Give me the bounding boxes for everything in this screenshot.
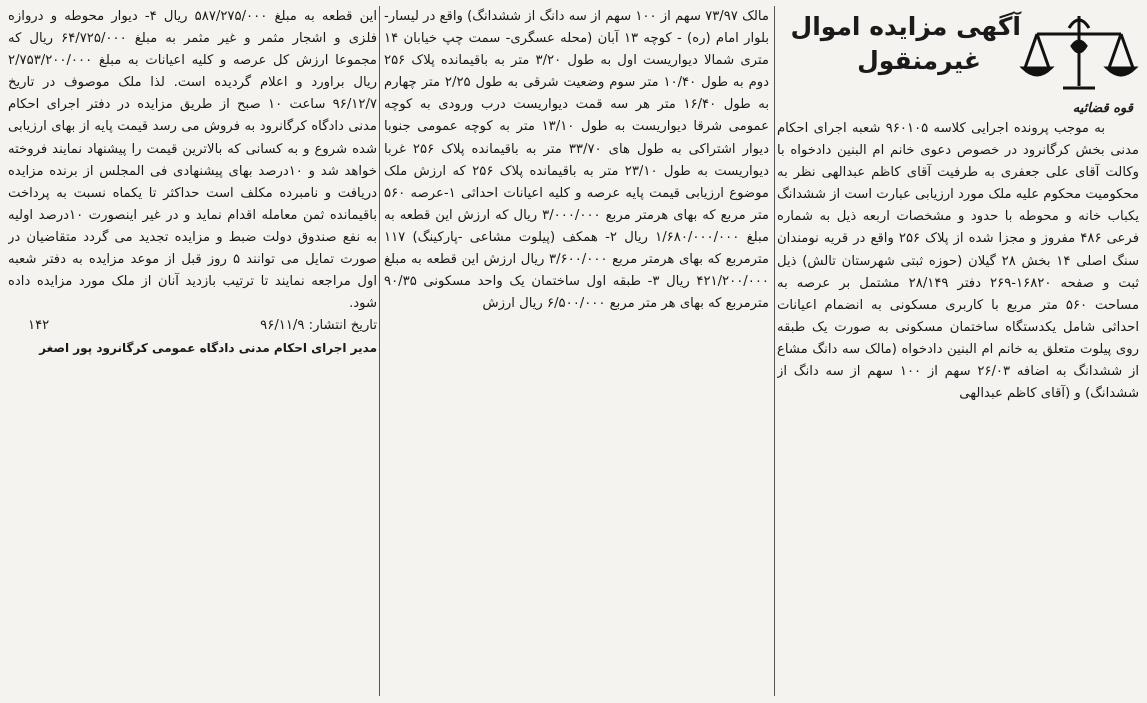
issuer-signature: مدیر اجرای احکام مدنی دادگاه عمومی کرگانرود پور اصغر — [39, 341, 377, 356]
publish-date: تاریخ انتشار: ۹۶/۱۱/۹ — [260, 318, 377, 334]
column-right — [777, 6, 1139, 696]
publish-line — [8, 315, 377, 337]
judiciary-signature: قوه قضائیه — [1072, 101, 1133, 116]
column-divider — [379, 6, 380, 696]
title-line-1: آگهی مزایده اموال — [790, 12, 1021, 41]
notice-code: ۱۴۲ — [28, 318, 50, 334]
notice-paragraph-middle: مالک ۷۳/۹۷ سهم از ۱۰۰ سهم از سه دانگ از ششدانگ) واقع در لیسار- بلوار امام (ره) - کوچه ۱۳ آبان (محله عسگری- سمت چپ خیابان ۱۴ متری شمالا دیواریست اول به طول ۳/۲۰ متر به باقیمانده پلاک ۲۵۶ دوم به طول ۱۰/۴۰ متر سوم وضعیت شرقی به طول ۲/۲۵ متر چهارم به طول ۱۶/۴۰ متر هر سه قمت دیواریست درب ورودی به کوچه عمومی شرقا دیواریست به طول ۱۳/۱۰ متر به کوچه عمومی جنوبا دیوار اشتراکی به طول های ۳۳/۷۰ متر به باقیمانده پلاک ۲۵۶ غربا دیواریست به طول ۲۳/۱۰ متر به باقیمانده پلاک ۲۵۶ که ارزش ملک موضوع ارزیابی قیمت پایه عرصه و کلیه اعیانات احداثی ۱-عرصه ۵۶۰ متر مربع که بهای هرمتر مربع ۳/۰۰۰/۰۰۰ ریال که ارزش این قطعه به مبلغ ۱/۶۸۰/۰۰۰/۰۰۰ ریال ۲- همکف (پیلوت مشاعی -پارکینگ) ۱۱۷ مترمربع که بهای هرمتر مربع ۳/۶۰۰/۰۰۰ ریال ارزش این قطعه به مبلغ ۴۲۱/۲۰۰/۰۰۰ ریال ۳- طبقه اول ساختمان یک واحد مسکونی ۹۰/۳۵ مترمربع که بهای هر متر مربع ۶/۵۰۰/۰۰۰ ریال ارزش — [384, 9, 769, 312]
column-left — [8, 6, 377, 696]
column-divider — [774, 6, 775, 696]
notice-header — [777, 6, 1139, 124]
column-middle — [384, 6, 769, 696]
title-line-2: غیرمنقول — [857, 46, 981, 75]
notice-paragraph-left: این قطعه به مبلغ ۵۸۷/۲۷۵/۰۰۰ ریال ۴- دیوار محوطه و دروازه فلزی و اشجار مثمر و غیر مثمر به مبلغ ۶۴/۷۲۵/۰۰۰ ریال که مجموعا ارزش کل عرصه و کلیه اعیانات به مبلغ ۲/۷۵۳/۲۰۰/۰۰۰ ریال براورد و اعلام گردیده است. لذا ملک موصوف در تاریخ ۹۶/۱۲/۷ ساعت ۱۰ صبح از طریق مزایده در دفتر اجرای احکام مدنی دادگاه کرگانرود به فروش می رسد قیمت پایه از بهای ارزیابی شده شروع و به کسانی که بالاترین قیمت را پیشنهاد نمایند فروخته خواهد شد و ۱۰درصد بهای پیشنهادی فی المجلس از برنده مزایده دریافت و نامبرده مکلف است حداکثر تا یکماه نسبت به پرداخت باقیمانده ثمن معامله اقدام نماید و در غیر اینصورت ۱۰درصد اولیه به نفع صندوق دولت ضبط و مزایده تجدید می گردد متقاضیان در صورت تمایل می توانند ۵ روز قبل از موعد مزایده به دفتر شعبه اول مراجعه نمایند تا ترتیب بازدید آنان از ملک مورد مزایده داده شود. — [8, 9, 377, 312]
scales-of-justice-icon — [1019, 6, 1139, 102]
notice-paragraph-right: به موجب پرونده اجرایی کلاسه ۹۶۰۱۰۵ شعبه اجرای احکام مدنی بخش کرگانرود در خصوص دعوی خانم ام البنین دادخواه با وکالت آقای علی جعفری به طرفیت آقای کاظم عبدالهی نظر به محکومیت محکوم علیه ملک مورد ارزیابی عبارت است از ششدانگ یکباب خانه و محوطه با حدود و مشخصات اربعه ذیل به شماره فرعی ۴۸۶ مفروز و مجزا شده از پلاک ۲۵۶ واقع در قریه نومندان سنگ اصلی ۱۴ بخش ۲۸ گیلان (حوزه ثبتی شهرستان تالش) ذیل ثبت و صفحه ۱۶۸۲۰-۲۶۹ دفتر ۲۸/۱۴۹ مشتمل بر عرصه به مساحت ۵۶۰ متر مربع با کاربری مسکونی به انضمام اعیانات احداثی شامل یکدستگاه ساختمان مسکونی به صورت یک طبقه روی پیلوت متعلق به خانم ام البنین دادخواه (مالک سه دانگ مشاع از ششدانگ به اضافه ۲۶/۰۳ سهم از ۱۰۰ سهم از سه دانگ از ششدانگ) و (آقای کاظم عبدالهی — [777, 121, 1139, 402]
notice-title — [781, 10, 1021, 78]
